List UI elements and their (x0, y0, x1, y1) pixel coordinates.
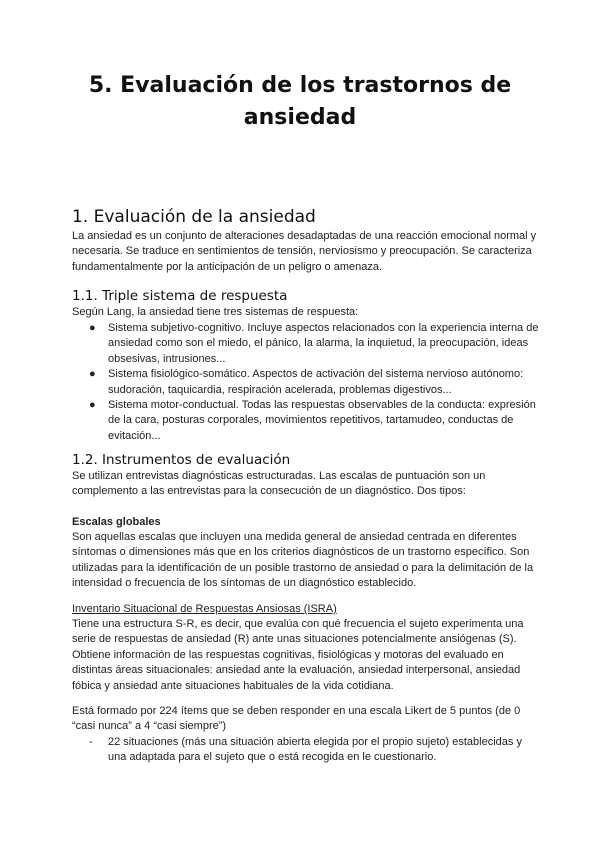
section-1-2-paragraph: Se utilizan entrevistas diagnósticas estructuradas. Las escalas de puntuación son un complemento a las entrevistas para la consecución de un diagnóstico. Dos tipos: (72, 470, 486, 498)
list-item (72, 367, 542, 398)
list-item-text: 22 situaciones (más una situación abierta elegida por el propio sujeto) establecidas y una adaptada para el sujeto que o está recogida en le cuestionario. (108, 736, 522, 764)
list-item (72, 398, 542, 444)
list-item-text: Sistema motor-conductual. Todas las respuestas observables de la conducta: expresión de la cara, posturas corporales, movimientos repetitivos, tartamudeo, conductas de evitación... (108, 399, 536, 442)
isra-list (72, 735, 542, 766)
section-1-2-heading: 1.2. Instrumentos de evaluación (72, 452, 291, 468)
response-systems-list (72, 321, 542, 444)
bullet-icon: ● (89, 322, 96, 334)
document-title: 5. Evaluación de los trastornos de ansiedad (88, 73, 512, 130)
section-1-1-heading: 1.1. Triple sistema de respuesta (72, 288, 288, 304)
bullet-icon: ● (89, 399, 96, 412)
list-item (72, 321, 542, 367)
global-scales-title: Escalas globales (72, 516, 161, 528)
isra-format: Está formado por 224 ítems que se deben responder en una escala Likert de 5 puntos (de 0 “casi nunca” a 4 “casi siempre”) (72, 705, 521, 733)
list-item (72, 735, 542, 766)
isra-paragraph: Tiene una estructura S-R, es decir, que evalúa con qué frecuencia el sujeto experimenta una serie de respuestas de ansiedad (R) ante unas situaciones potencialmente ansiógenas (S). Obtiene información de las respuestas cognitivas, fisiológicas y motoras del evaluado en distintas áreas situacionales: ansiedad ante la evaluación, ansiedad interpersonal, ansiedad fóbica y ansiedad ante situaciones habituales de la vida cotidiana. (72, 618, 524, 692)
section-1-heading: 1. Evaluación de la ansiedad (72, 207, 316, 227)
section-1-1-intro: Según Lang, la ansiedad tiene tres sistemas de respuesta: (72, 306, 359, 318)
isra-title: Inventario Situacional de Respuestas Ansiosas (ISRA) (72, 603, 337, 615)
section-1-paragraph: La ansiedad es un conjunto de alteraciones desadaptadas de una reacción emocional normal y necesaria. Se traduce en sentimientos de tensión, nerviosismo y preocupación. Se caracteriza fundamentalmente por la anticipación de un peligro o amenaza. (72, 230, 537, 273)
bullet-icon: ● (89, 368, 96, 381)
list-item-text: Sistema subjetivo-cognitivo. Incluye aspectos relacionados con la experiencia interna de ansiedad como son el miedo, el pánico, la alarma, la inquietud, la preocupación, ideas obsesivas, intrusiones... (108, 322, 539, 365)
global-scales-paragraph: Son aquellas escalas que incluyen una medida general de ansiedad centrada en diferentes síntomas o dimensiones más que en los criterios diagnósticos de un trastorno específico. Son utilizadas para la identificación de un posible trastorno de ansiedad o para la delimitación de la intensidad o frecuencia de los síntomas de un diagnóstico establecido. (72, 531, 534, 590)
dash-icon: - (89, 736, 93, 748)
list-item-text: Sistema fisiológico-somático. Aspectos de activación del sistema nervioso autónomo: sudoración, taquicardia, respiración acelerada, problemas digestivos... (108, 368, 524, 396)
